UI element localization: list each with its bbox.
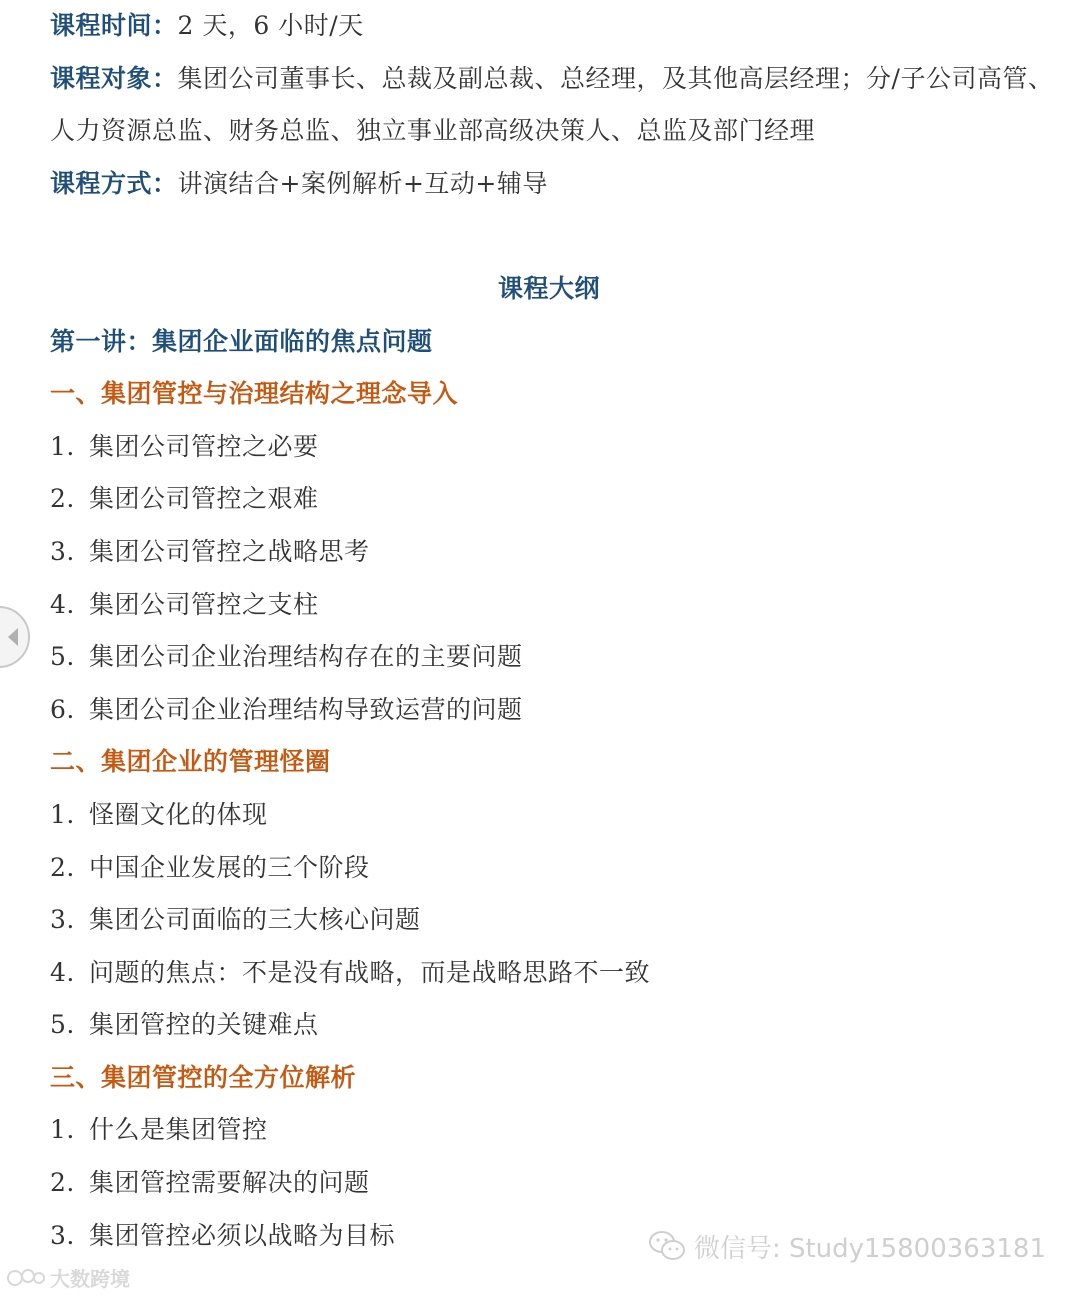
blank-line bbox=[50, 210, 1060, 263]
course-audience-label: 课程对象： bbox=[50, 63, 178, 93]
item-number: 5. bbox=[50, 1010, 75, 1040]
course-time-value: 2 天，6 小时/天 bbox=[177, 11, 364, 40]
brand-logo-icon bbox=[6, 1265, 46, 1289]
lecture-heading: 第一讲：集团企业面临的焦点问题 bbox=[50, 326, 433, 356]
item-number: 3. bbox=[50, 905, 75, 935]
list-item bbox=[50, 842, 1060, 895]
item-number: 2. bbox=[50, 852, 75, 882]
item-text: 怪圈文化的体现 bbox=[89, 799, 268, 829]
item-text: 问题的焦点：不是没有战略，而是战略思路不一致 bbox=[89, 957, 651, 987]
section-heading: 二、集团企业的管理怪圈 bbox=[50, 747, 331, 777]
item-text: 集团管控需要解决的问题 bbox=[89, 1168, 370, 1198]
list-item bbox=[50, 1104, 1060, 1157]
item-number: 4. bbox=[50, 589, 75, 619]
document-body bbox=[50, 0, 1060, 1262]
item-number: 4. bbox=[50, 957, 75, 987]
item-number: 3. bbox=[50, 536, 75, 566]
item-text: 集团公司管控之支柱 bbox=[89, 589, 319, 619]
list-item bbox=[50, 1157, 1060, 1210]
course-method-value: 讲演结合+案例解析+互动+辅导 bbox=[177, 168, 548, 198]
list-item bbox=[50, 999, 1060, 1052]
course-time-row bbox=[50, 0, 1060, 53]
item-text: 集团公司管控之战略思考 bbox=[89, 536, 370, 566]
scroll-left-button[interactable] bbox=[0, 606, 30, 668]
list-item bbox=[50, 579, 1060, 632]
chevron-left-icon bbox=[8, 628, 18, 646]
item-number: 2. bbox=[50, 484, 75, 514]
brand-watermark bbox=[6, 1262, 130, 1292]
course-audience-value-line1: 集团公司董事长、总裁及副总裁、总经理，及其他高层经理；分/子公司高管、 bbox=[177, 63, 1054, 93]
item-number: 5. bbox=[50, 642, 75, 672]
item-text: 集团公司面临的三大核心问题 bbox=[89, 905, 421, 935]
course-method-row bbox=[50, 158, 1060, 211]
course-audience-row bbox=[50, 53, 1060, 106]
item-number: 2. bbox=[50, 1168, 75, 1198]
brand-name-text: 大数跨境 bbox=[50, 1266, 130, 1291]
list-item bbox=[50, 894, 1060, 947]
wechat-watermark bbox=[648, 1228, 1046, 1264]
item-text: 集团公司企业治理结构导致运营的问题 bbox=[89, 694, 523, 724]
item-text: 什么是集团管控 bbox=[89, 1115, 268, 1145]
item-text: 集团公司管控之必要 bbox=[89, 431, 319, 461]
item-text: 集团管控的关键难点 bbox=[89, 1010, 319, 1040]
outline-title: 课程大纲 bbox=[497, 273, 600, 303]
course-method-label: 课程方式： bbox=[50, 168, 178, 198]
list-item bbox=[50, 789, 1060, 842]
list-item bbox=[50, 526, 1060, 579]
item-text: 集团公司企业治理结构存在的主要问题 bbox=[89, 642, 523, 672]
item-number: 1. bbox=[50, 799, 75, 829]
item-number: 3. bbox=[50, 1220, 75, 1250]
section-heading: 一、集团管控与治理结构之理念导入 bbox=[50, 379, 459, 409]
list-item bbox=[50, 684, 1060, 737]
item-text: 中国企业发展的三个阶段 bbox=[89, 852, 370, 882]
item-text: 集团公司管控之艰难 bbox=[89, 484, 319, 514]
wechat-id-text: 微信号: Study15800363181 bbox=[693, 1233, 1046, 1264]
course-audience-row-continued bbox=[50, 105, 1060, 158]
list-item bbox=[50, 473, 1060, 526]
item-number: 1. bbox=[50, 431, 75, 461]
section-heading: 三、集团管控的全方位解析 bbox=[50, 1062, 357, 1092]
item-number: 1. bbox=[50, 1115, 75, 1145]
course-audience-value-line2: 人力资源总监、财务总监、独立事业部高级决策人、总监及部门经理 bbox=[50, 116, 816, 146]
item-text: 集团管控必须以战略为目标 bbox=[89, 1220, 396, 1250]
item-number: 6. bbox=[50, 694, 75, 724]
list-item bbox=[50, 631, 1060, 684]
list-item bbox=[50, 947, 1060, 1000]
course-time-label: 课程时间： bbox=[50, 11, 178, 40]
wechat-icon bbox=[648, 1230, 686, 1262]
list-item bbox=[50, 421, 1060, 474]
